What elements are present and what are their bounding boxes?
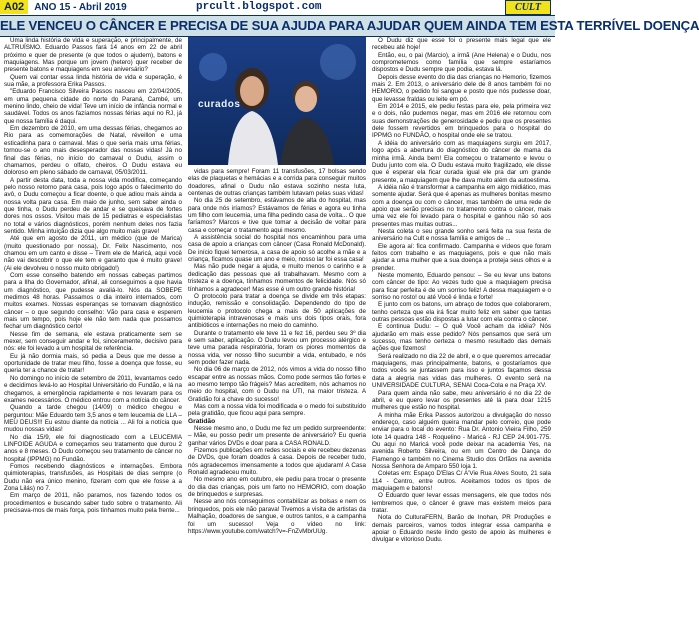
- paragraph: Nesse fim de semana, ele estava praticamente sem se mexer, sem conseguir andar e foi, sinceramente, decisivo para nós: ele foi levado a um hospital de referência.: [4, 330, 182, 353]
- paragraph: Durante o tratamento ele teve 11 e fez 16, perdeu seu 3º dia e sem saber, aplicação. O Dudu levou um processo alérgico e teve uma parada respiratória, foram os piores momentos da nossa vida, ver nosso filho sucumbir a vida, entubado, e nós sem poder fazer nada.: [188, 329, 366, 366]
- blog-url[interactable]: prcult.blogspot.com: [196, 1, 322, 13]
- cult-logo: CULT: [505, 0, 551, 15]
- paragraph: Uma linda história de vida e superação, e principalmente, de ALTRUÍSMO. Eduardo Passos fará 14 anos em 22 de abril próximo e quer de presente (e que todos o ajudem), batons e maquiagens. Mas porque um jovem (hetero) quer receber de presente batons e maquiagens em seu aniversário?: [4, 37, 182, 74]
- paragraph: Neste momento, Eduardo pensou: – Se eu levar uns batons com câncer de tipo: Ao vezes tudo que a maquiagem precisa para ficar perfeita é de um sorriso feliz! A dessa maquiagem e o sorriso no rosto! ou até Você é linda e forte!: [372, 272, 551, 302]
- paragraph: No dia 15/9, ele foi diagnosticado com a LEUCEMIA LINFOIDE AGUDA e começamos seu tratamento que durou 2 anos e 8 meses. O Dudu começou seu tratamento de câncer no hospital (IPPMG) no Fundão.: [4, 433, 182, 463]
- paragraph: O protocolo para tratar a doença se divide em três etapas: indução, remissão e consolidação. Dependendo do tipo de leucemia o protocolo chega a mais de 50 aplicações de quimioterapia intravenosas e mais uns dois tipos orais, fora antibióticos e internações no meio do caminho.: [188, 292, 366, 330]
- paragraph: Nesse ano nós conseguimos contabilizar as bolsas e nem os brinquedos, pois ele não parava! Tivemos a visita de artistas da Malhação, doadores de sangue, e outros tantos, e a campanha foi um sucesso! Veja o vídeo no link: https://www.youtube.com/watch?v=-FnZvMbrUUg.: [188, 498, 366, 535]
- paragraph: Até que em agosto de 2011, um médico (que de Marica) (muito questionado por nossa), Dr. Felix Nascimento, nos chamou em um canto e disse – Tirem ele de Maricá, aqui você não vai descobrir o que ele tem e garanto que é muito grave! (Ai ele devolveu o nosso muito obrigado!): [4, 235, 182, 272]
- paragraph: Com esse conselho batendo em nossas cabeças partimos para a Ilha do Governador, afinal, ali conseguimos a que havia um diagnóstico, que pudesse avaliá-lo. Nós da SOBEPE medimos 48 horas. Passamos o dia inteiro internados, com muitos exames. Nossas esperanças se tornavam diagnóstico câncer – o que segundo conselho: Vão para casa e esperem mais um tempo, pois hoje ele não tem nada que possamos fechar um diagnóstico certo!: [4, 272, 182, 331]
- paragraph: Mas não pude negar a ajuda, e muito menos o carinho e a dedicação das pessoas que ali trabalhavam. Mesmo com a tristeza e a doença, tínhamos momentos de felicidade. Nós só tínhamos a agradecer! Mas esse é um outro grande história!: [188, 263, 366, 293]
- paragraph: Nesse mesmo ano, o Dudu me fez um pedido surpreendente: – Mãe, eu posso pedir um presente de aniversário? Eu queria ganhar vários DVDs e doar para a CASA RONALD.: [188, 425, 366, 447]
- paragraph: Depois desse evento do dia das crianças no Hemorio, fizemos mais 2. Em 2013, o aniversário dele de 8 anos também foi no HEMORIO, o pedido foi sangue e posto que nós pudesse doar, que levasse fraldas ou leite em pó.: [372, 73, 552, 103]
- paragraph: A idéia do aniversário com as maquiagens surgiu em 2017, logo após a abertura do diagnóstico do câncer de mama da minha irmã. Ainda bem! Ela começou o tratamento e levou o Dudu junto com ela. O Dudu estava muito fragilizado, ele disse que é esperar ela ficar curada igual ele pra dar um grande presente, a maquiagem que lhe dava muito além da autoestima.: [372, 139, 551, 184]
- paragraph: Gratidão: [188, 417, 216, 425]
- paragraph: Fomos recebendo diagnósticos e internações. Embora quimioterapias, transfusões, as Hospitais de dias sempre (o Dudu não era único menino, fizeram com que ele fosse a a Zona Lilás) no 7.: [4, 462, 182, 492]
- paragraph: No dia 06 de março de 2012, nós vimos a vida do nosso filho escapar entre as nossas mãos. Como pode sermos tão fortes e ao mesmo tempo tão frágeis? Mas acreditem, nós achamos no meio do hospital, com o Dudu na UTI, na maior tristeza. A Gratidão foi a chave do sucesso!: [188, 366, 366, 403]
- paragraph: Então, eu, o pai (Marcio), a irmã (Ane Helena) e o Dudu, nos comprometemos como família que sempre estaríamos dispostos e Dudu sempre que podia, estava lá.: [372, 51, 551, 74]
- paragraph: Mas com a nossa vida foi modificada e o medo foi substituído pela gratidão, que ficou aqui para sempre.: [188, 403, 366, 418]
- paragraph: O Eduardo quer levar essas mensagens, ele que todos nós lembremos que, o câncer é grave mas existem meios para tratar.: [372, 492, 551, 514]
- paragraph: Eu já não dormia mais, só pedia a Deus que me desse a oportunidade de tratar meu filho, fosse a doença que fosse, eu queria ter a chance de tratar!: [4, 352, 182, 375]
- paragraph: E junto com os batons, um abraço de todos que colaborarem, tenho certeza que ela irá ficar muito feliz em saber que tantas outras pessoas estão dispostas a lutar com ela contra o câncer.: [372, 301, 551, 324]
- paragraph: A partir desta data, toda a nossa vida modifica, começando pelo nosso retorno para casa, pois logo após o falecimento do avô, o Dudu começou a ficar doente, o que adiou mais ainda a nossa volta para casa. Em maio de junho, sem saber ainda o que tinha, o Dudu perdeu de andar e se queixava de fortes dores nos ossos. Visitou mais de 15 pediatras e especialistas no total e vários diagnósticos, porém nenhum deles nos fazia sentido. Minha intuição dizia que algo muito mais grave!: [4, 176, 182, 235]
- photo-caption: curados: [198, 99, 241, 110]
- article-column-1: [4, 37, 182, 638]
- paragraph: Em 2014 e 2015, ele pediu festas para ele, pela primeira vez e o dois, não pudemos negar, mas em 2016 ele retornou com suas demonstrações de generosidade e pediu que os presentes dele fossem revertidos em brinquedos para o hospital do IPPMG no FUNDÃO, o hospital onde ele se tratou.: [372, 103, 551, 140]
- article-column-3: [372, 37, 551, 638]
- paragraph: No domingo no início de setembro de 2011, levantamos cedo e decidimos levá-lo ao Hospital Universitário do Fundão, e lá na chegamos, a emergência rapidamente e nos levaram para os exames necessários. O médico entrou com a notícia do câncer.: [4, 374, 182, 404]
- paragraph: Quem vai contar essa linda história de vida e superação, é sua mãe, a professora Erika Passos.: [4, 73, 182, 89]
- paragraph: Para quem ainda não sabe, meu aniversário é no dia 22 de abril, e eu quero levar os presentes até lá para doar 1215 mulheres que estão no hospital.: [372, 389, 551, 412]
- paragraph: Em dezembro de 2010, em uma dessas férias, chegamos ao Rio para as comemorações de Natal, réveillon e uma esticadinha para o carnaval. Mas o que seria mais uma férias, tornou-se o ano mais desesperador das nossas vidas! Já no final das férias, no início do carnaval o Dudu, assim o chamamos, perdeu o olfato, cheiros. O Dudu estava eu doloroso em pleno sábado de carnaval, 05/03/2011.: [4, 125, 182, 177]
- paragraph: Quando a tarde chegou (14/09) o médico chegou e perguntou: Mãe Eduardo tem 3,5 anos e tem leucemia de LLA – MEU DEUS!!! Eu estou diante da notícia ... Ali foi a notícia que mudou nossas vidas!: [4, 404, 182, 434]
- page-number: A02: [0, 0, 28, 14]
- paragraph: A idéia não é transformar a campanha em algo midiático, mas somente ajudar. Será que é apenas as mulheres bonitas mesmo com a doença ou com o câncer, mas também de uma rede de apoio que serão precisas no tratamento contra o câncer, mais uma vez ele foi levado para o hospital e ganhou não só aos presentes mas muitas outras...: [372, 183, 551, 228]
- paragraph: No dia 25 de setembro, estávamos de alta do hospital, mas para onde nós iríamos? Estávamos de férias e agora eu tinha um filho com leucemia, uma filha pedindo casa de volta... O que faríamos? Marcos e tive que tomar a decisão de voltar para casa e começar o tratamento aqui mesmo.: [188, 197, 366, 234]
- article-column-2: [188, 168, 366, 638]
- paragraph: Será realizado no dia 22 de abril, e o que queremos arrecadar maquiagens, mas principalmente, batons, e gostaríamos que todos vocês se juntassem para isso e juntos façamos dessa data a alegria nas vidas das mulheres. O evento será na UNIVERSIDADE CULTURA, SENAI Coca-Cola e na Praça XV.: [372, 352, 551, 390]
- paragraph: A minha mãe Erika Passos autorizou a divulgação do nosso endereço, caso alguém queira mandar pelo correio, que pode enviar para o local do evento: Rua Dr. Antonio Vieira Filho, 259 lote 14 quadra 148 - Roquelino - Maricá - RJ CEP 24.901-775. Ou aqui no Maricá você pode deixar na academia Yes, na avenida Roberto Silveira, ou em um Centro de Dança do Flamengo e também no Cinema Studio dos Orfãos na avenida Nossa Senhora de Amparo 550 loja 1.: [372, 411, 551, 470]
- paragraph: Ele agora aí: fica confirmado. Campanha e vídeos que foram feitos com trabalho e as maquiagens, pois e que não mais ajudar a uma mulher que a sua doença a proteja seus olhos e a prender.: [372, 242, 551, 272]
- paragraph: Nesta coleta o seu grande sonho será feita na sua festa de aniversário na Cult e nossa família e amigos de ...: [372, 227, 551, 243]
- paragraph: Nota do CulturaFERN, Barão de Inohan, PR Produções e demais parceiros, vamos todos integrar essa campanha e apoiar o Eduardo neste lindo gesto de apoio às mulheres e divulgar e vitorioso Dudu.: [372, 514, 551, 544]
- paragraph: Fizemos publicações em redes sociais e ele recebeu dezenas de DVDs, que foram doados à casa. Depois de receber tudo, nós agradecemos imensamente a todos que ajudaram! A Casa Ronald agradeceu muito.: [188, 447, 366, 477]
- paragraph: E continua Dudu: – O quê Você acham da idéia? Nós ajudarão em mais esse pedido? Nós pensamos que será um sucesso, mas tenho certeza o mesmo resultado das demais ações que fizemos!: [372, 323, 551, 353]
- paragraph: vidas para sempre! Foram 11 transfusões, 17 bolsas sendo elas de plaquetas e hemácias e a corrida para conseguir muitos doadores, afinal o Dudu não estava sozinho nesta luta, centenas de outras crianças também lutavam pelas suas vidas!: [188, 168, 366, 198]
- paragraph: O Dudu diz que esse foi o presente mais legal que ele recebeu até hoje!: [372, 37, 551, 52]
- paragraph: Em março de 2011, não paramos, nos fazendo todos os procedimentos e buscando saber tudo sobre o tratamento. Ali precisava-mos de mais força, pois tínhamos muito pela frente...: [4, 492, 182, 514]
- paragraph: No mesmo ano em outubro, ele pediu para trocar o presente do dia das crianças, pois um farto no HEMORIO, com doação de brinquedos e surpresas.: [188, 476, 366, 499]
- headline: ELE VENCEU O CÂNCER E PRECISA DE SUA AJUDA PARA AJUDAR QUEM AINDA TEM ESTA TERRÍVEL DOENÇA: [0, 15, 555, 37]
- paragraph: "Eduardo Francisco Silveira Passos nasceu em 22/04/2005, em uma pequena cidade do norte do Paraná, Cambé, um menino lindo, cheio de vida! Teve um início de infância normal e saudável. Todos os anos fazíamos nossas férias aqui no RJ, já que nossa família é daqui.: [4, 88, 182, 125]
- issue-info: ANO 15 - Abril 2019: [34, 1, 127, 13]
- paragraph: Coletas em: Espaço D'Elas C/ A'Vie Rua Alves Souto, 21 sala 114 - Centro, entre outros. Aceitamos todos os tipos de maquiagem e batons!: [372, 470, 551, 492]
- paragraph: A assistência social do hospital nos encaminhou para uma casa de apoio a crianças com câncer (Casa Ronald McDonald). De início fiquei temerosa, a casa de apoio só acolhe a mãe e a criança, ficamos quase um ano e meio, nosso lar foi essa casa!: [188, 234, 366, 264]
